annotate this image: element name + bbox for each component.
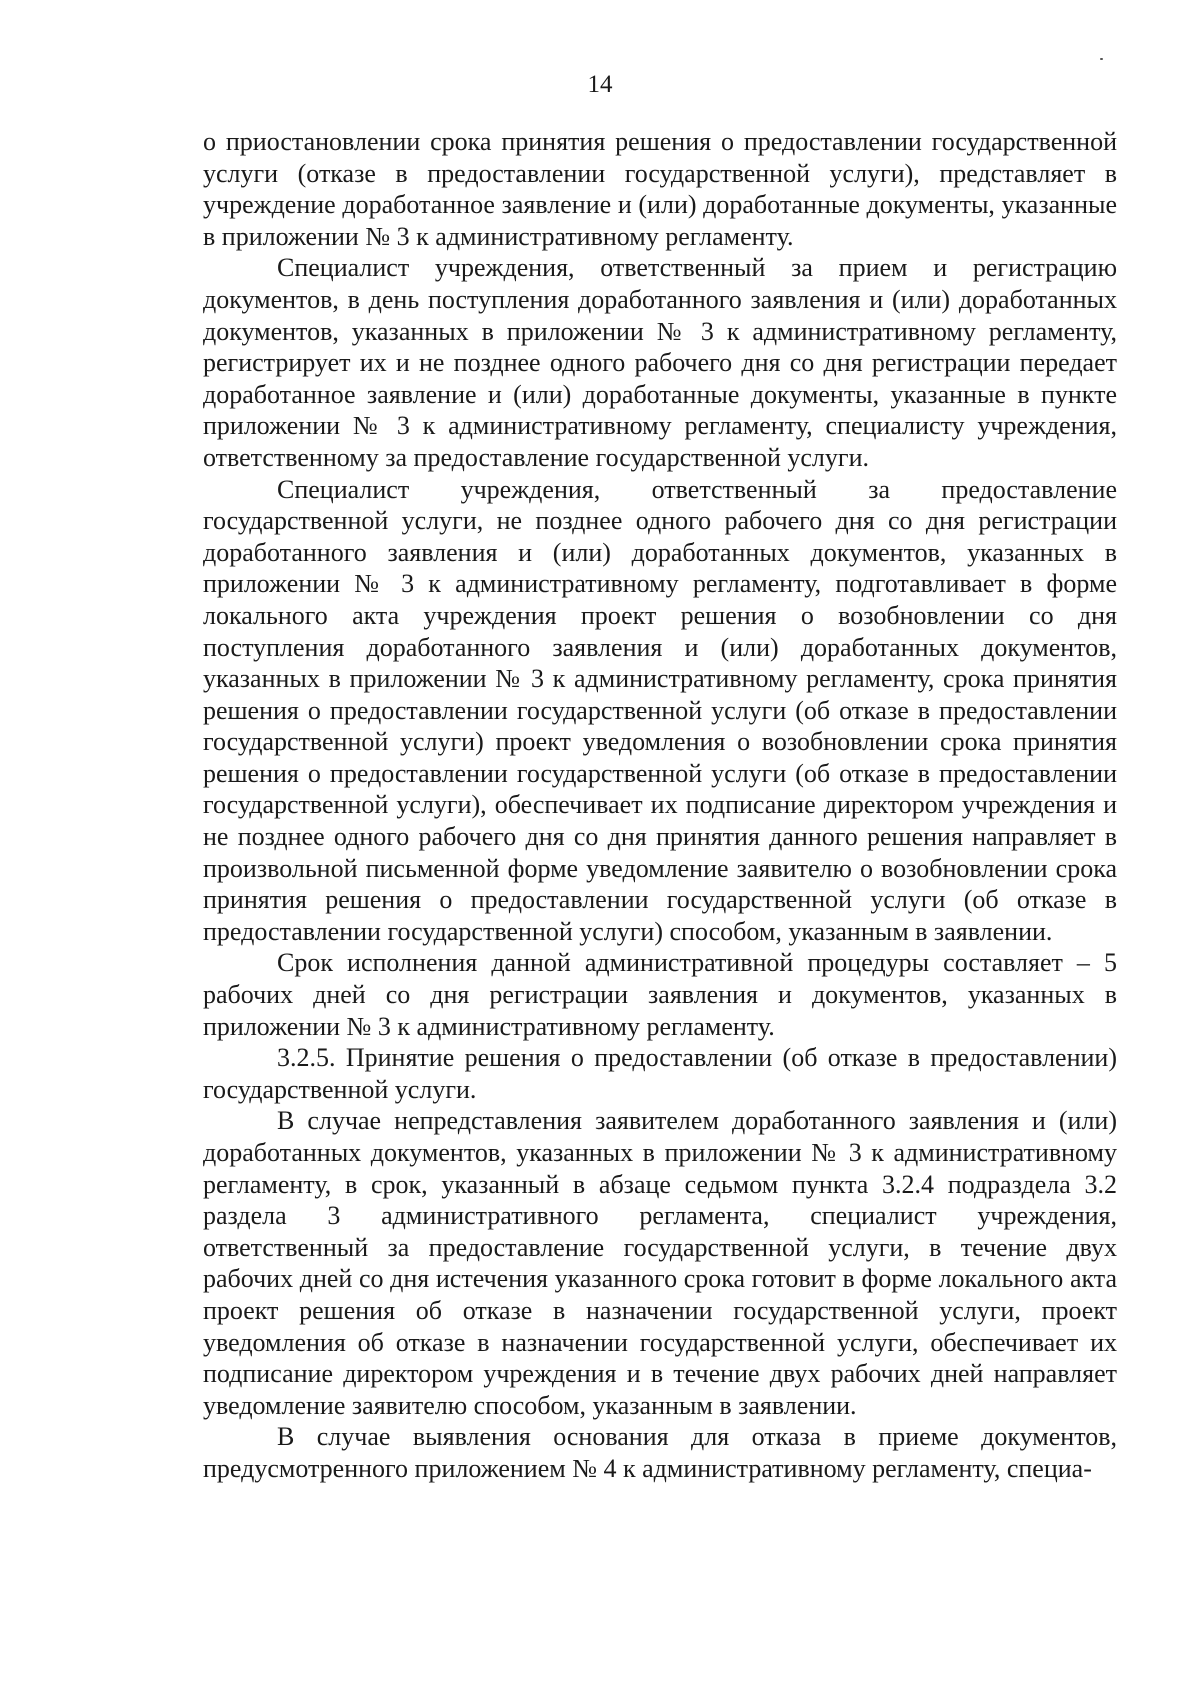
paragraph-6: В случае непредставления заявителем доработанного заявления и (или) доработанных документов, указанных в приложении № 3 к административному регламенту, в срок, указанный в абзаце седьмом пункта 3.2.4 подраздела 3.2 раздела 3 административного регламента, специалист учреждения, ответственный за предоставление государственной услуги, в течение двух рабочих дней со дня истечения указанного срока готовит в форме локального акта проект решения об отказе в назначении государственной услуги, проект уведомления об отказе в назначении государственной услуги, обеспечивает их подписание директором учреждения и в течение двух рабочих дней направляет уведомление заявителю способом, указанным в заявлении. <box>203 1106 1117 1420</box>
paragraph-4: Срок исполнения данной административной процедуры составляет – 5 рабочих дней со дня регистрации заявления и документов, указанных в приложении № 3 к административному регламенту. <box>203 948 1117 1041</box>
scan-speck-top-right <box>1100 58 1103 60</box>
paragraph-7: В случае выявления основания для отказа в приеме документов, предусмотренного приложением № 4 к административному регламенту, специа- <box>203 1422 1117 1483</box>
paragraph-1: о приостановлении срока принятия решения о предоставлении государственной услуги (отказе в предоставлении государственной услуги), представляет в учреждение доработанное заявление и (или) доработанные документы, указанные в приложении № 3 к административному регламенту. <box>203 127 1117 251</box>
page-number: 14 <box>587 71 613 98</box>
paragraph-3: Специалист учреждения, ответственный за предоставление государственной услуги, не позднее одного рабочего дня со дня регистрации доработанного заявления и (или) доработанных документов, указанных в приложении № 3 к административному регламенту, подготавливает в форме локального акта учреждения проект решения о возобновлении со дня поступления доработанного заявления и (или) доработанных документов, указанных в приложении № 3 к административному регламенту, срока принятия решения о предоставлении государственной услуги (об отказе в предоставлении государственной услуги) проект уведомления о возобновлении срока принятия решения о предоставлении государственной услуги (об отказе в предоставлении государственной услуги), обеспечивает их подписание директором учреждения и не позднее одного рабочего дня со дня принятия данного решения направляет в произвольной письменной форме уведомление заявителю о возобновлении срока принятия решения о предоставлении государственной услуги (об отказе в предоставлении государственной услуги) способом, указанным в заявлении. <box>203 474 1117 946</box>
document-body <box>203 126 1117 1485</box>
paragraph-2: Специалист учреждения, ответственный за прием и регистрацию документов, в день поступления доработанного заявления и (или) доработанных документов, указанных в приложении № 3 к административному регламенту, регистрирует их и не позднее одного рабочего дня со дня регистрации передает доработанное заявление и (или) доработанные документы, указанные в пункте приложении № 3 к административному регламенту, специалисту учреждения, ответственному за предоставление государственной услуги. <box>203 253 1117 472</box>
paragraph-5-section-heading: 3.2.5. Принятие решения о предоставлении (об отказе в предоставлении) государственной услуги. <box>203 1043 1117 1104</box>
